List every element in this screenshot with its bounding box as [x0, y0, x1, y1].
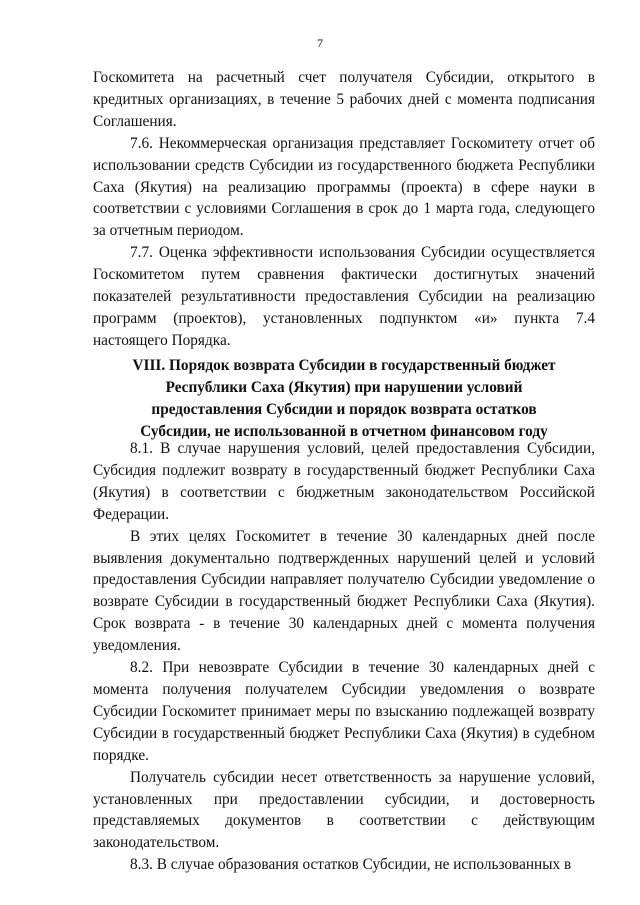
section-heading-line: предоставления Субсидии и порядок возврата остатков	[151, 400, 537, 418]
paragraph-7-6: 7.6. Некоммерческая организация представляет Госкомитету отчет об использовании средств Субсидии из государственного бюджета Республики Саха (Якутия) на реализацию программы (проекта) в сфере науки в соответствии с условиями Соглашения в срок до 1 марта года, следующего за отчетным периодом.	[93, 134, 595, 240]
paragraph-continuation: Госкомитета на расчетный счет получателя Субсидии, открытого в кредитных организациях, в течение 5 рабочих дней с момента подписания Соглашения.	[93, 69, 595, 130]
section-heading-line: VIII. Порядок возврата Субсидии в государственный бюджет	[132, 357, 556, 374]
paragraph-8-1: 8.1. В случае нарушения условий, целей предоставления Субсидии, Субсидия подлежит возврату в государственный бюджет Республики Саха (Якутия) в соответствии с бюджетным законодательством Российской Федерации.	[93, 440, 595, 523]
section-heading	[93, 355, 595, 443]
paragraph-7-7: 7.7. Оценка эффективности использования Субсидии осуществляется Госкомитетом путем сравнения фактически достигнутых значений показателей результативности предоставления Субсидии на реализацию программ (проектов), установленных подпунктом «и» пункта 7.4 настоящего Порядка.	[93, 244, 595, 349]
paragraph-8-3: 8.3. В случае образования остатков Субсидии, не использованных в	[130, 856, 572, 874]
text-block-bottom	[93, 438, 595, 876]
section-heading-line: Субсидии, не использованной в отчетном финансовом году	[140, 422, 548, 440]
paragraph-8-2: 8.2. При невозврате Субсидии в течение 30 календарных дней с момента получения получателем Субсидии уведомления о возврате Субсидии Госкомитет принимает меры по взысканию подлежащей возврату Субсидии в государственный бюджет Республики Саха (Якутия) в судебном порядке.	[93, 659, 595, 764]
section-heading-line: Республики Саха (Якутия) при нарушении условий	[165, 378, 523, 396]
paragraph-8-1-continued: В этих целях Госкомитет в течение 30 календарных дней после выявления документально подтвержденных нарушений целей и условий предоставления Субсидии направляет получателю Субсидии уведомление о возврате Субсидии в государственный бюджет Республики Саха (Якутия). Срок возврата - в течение 30 календарных дней с момента получения уведомления.	[93, 527, 595, 655]
text-block-top	[93, 67, 595, 352]
paragraph-responsibility: Получатель субсидии несет ответственность за нарушение условий, установленных при предоставлении субсидии, и достоверность представляемых документов в соответствии с действующим законодательством.	[93, 768, 595, 852]
page-number: 7	[317, 36, 323, 50]
